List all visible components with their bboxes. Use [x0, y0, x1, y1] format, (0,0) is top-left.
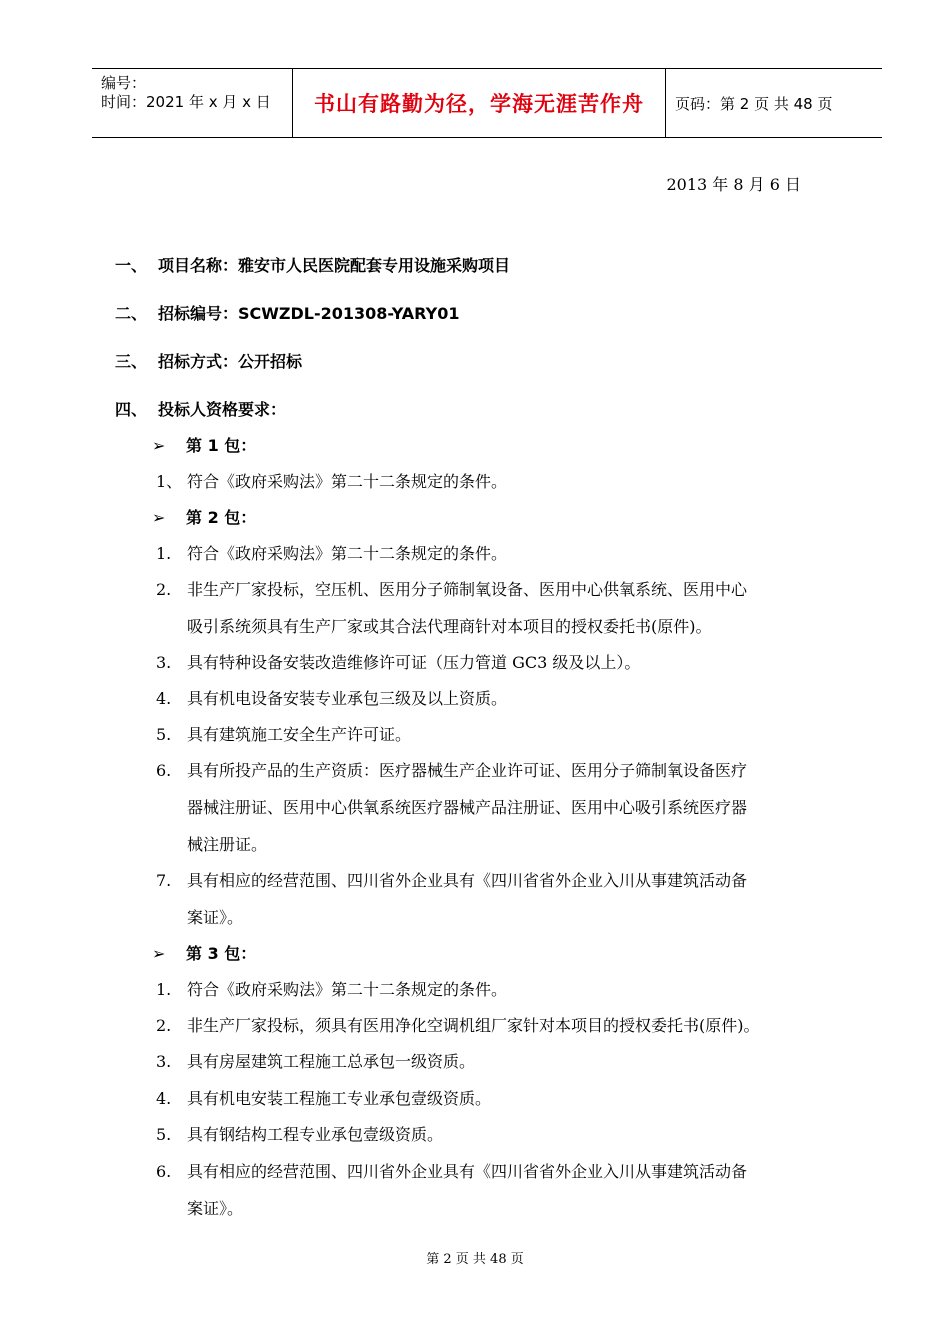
page-header [92, 68, 882, 138]
list-item [156, 1052, 475, 1072]
item-text: 具有钢结构工程专业承包壹级资质。 [187, 1125, 444, 1144]
page-info: 页码：第 2 页 共 48 页 [675, 94, 833, 113]
header-info-cell [92, 69, 293, 137]
list-item [156, 1125, 443, 1145]
section-heading [115, 304, 459, 324]
section-heading [115, 352, 302, 372]
section-number: 二、 [115, 304, 148, 323]
item-continuation: 器械注册证、医用中心供氧系统医疗器械产品注册证、医用中心吸引系统医疗器 [187, 798, 748, 817]
item-text: 符合《政府采购法》第二十二条规定的条件。 [187, 472, 508, 491]
item-number: 5. [156, 725, 172, 744]
item-text: 具有建筑施工安全生产许可证。 [187, 725, 412, 744]
item-text: 具有相应的经营范围、四川省外企业具有《四川省省外企业入川从事建筑活动备 [187, 871, 748, 890]
item-number: 3. [156, 653, 172, 672]
list-item [156, 761, 747, 781]
section-number: 四、 [115, 400, 148, 419]
list-item [156, 725, 411, 745]
list-item [156, 580, 747, 600]
arrow-bullet-icon: ➢ [152, 508, 166, 527]
item-text: 非生产厂家投标，须具有医用净化空调机组厂家针对本项目的授权委托书(原件)。 [187, 1016, 760, 1035]
item-continuation: 械注册证。 [187, 835, 268, 854]
item-continuation: 吸引系统须具有生产厂家或其合法代理商针对本项目的授权委托书(原件)。 [187, 617, 712, 636]
package-title: 第 2 包： [186, 508, 257, 527]
item-text: 符合《政府采购法》第二十二条规定的条件。 [187, 980, 508, 999]
section-text: 项目名称：雅安市人民医院配套专用设施采购项目 [158, 256, 511, 275]
item-number: 4. [156, 689, 172, 708]
item-continuation: 案证》。 [187, 908, 244, 927]
item-number: 7. [156, 871, 172, 890]
list-item [156, 472, 507, 492]
number-label: 编号： [101, 74, 147, 92]
section-heading [115, 256, 510, 276]
document-date: 2013 年 8 月 6 日 [666, 175, 801, 194]
item-text: 符合《政府采购法》第二十二条规定的条件。 [187, 544, 508, 563]
item-text: 具有机电设备安装专业承包三级及以上资质。 [187, 689, 508, 708]
time-label: 时间：2021 年 x 月 x 日 [101, 93, 271, 111]
section-number: 三、 [115, 352, 148, 371]
section-text: 招标编号：SCWZDL-201308-YARY01 [158, 304, 460, 323]
item-number: 2. [156, 1016, 172, 1035]
section-text: 招标方式：公开招标 [158, 352, 303, 371]
header-page-cell [666, 69, 882, 137]
package-title: 第 1 包： [186, 436, 257, 455]
header-motto-cell [293, 69, 666, 137]
item-text: 具有特种设备安装改造维修许可证（压力管道 GC3 级及以上）。 [187, 653, 641, 672]
package-heading [152, 944, 256, 964]
item-text: 具有相应的经营范围、四川省外企业具有《四川省省外企业入川从事建筑活动备 [187, 1162, 748, 1181]
item-number: 1. [156, 980, 172, 999]
list-item [156, 689, 507, 709]
list-item [156, 653, 640, 673]
item-number: 6. [156, 1162, 172, 1181]
item-number: 1. [156, 544, 172, 563]
section-text: 投标人资格要求： [158, 400, 287, 419]
item-text: 具有房屋建筑工程施工总承包一级资质。 [187, 1052, 476, 1071]
list-item [156, 980, 507, 1000]
list-item [156, 1089, 491, 1109]
section-heading [115, 400, 286, 420]
item-number: 1、 [156, 472, 183, 491]
list-item [156, 871, 747, 891]
item-continuation: 案证》。 [187, 1199, 244, 1218]
item-number: 3. [156, 1052, 172, 1071]
section-number: 一、 [115, 256, 148, 275]
list-item [156, 1016, 760, 1036]
arrow-bullet-icon: ➢ [152, 944, 166, 963]
package-heading [152, 436, 256, 456]
package-heading [152, 508, 256, 528]
item-text: 非生产厂家投标，空压机、医用分子筛制氧设备、医用中心供氧系统、医用中心 [187, 580, 748, 599]
motto-text: 书山有路勤为径，学海无涯苦作舟 [314, 92, 644, 116]
item-number: 2. [156, 580, 172, 599]
item-number: 6. [156, 761, 172, 780]
package-title: 第 3 包： [186, 944, 257, 963]
page-footer: 第 2 页 共 48 页 [426, 1252, 524, 1267]
list-item [156, 544, 507, 564]
arrow-bullet-icon: ➢ [152, 436, 166, 455]
list-item [156, 1162, 747, 1182]
item-number: 4. [156, 1089, 172, 1108]
item-text: 具有机电安装工程施工专业承包壹级资质。 [187, 1089, 492, 1108]
item-number: 5. [156, 1125, 172, 1144]
item-text: 具有所投产品的生产资质：医疗器械生产企业许可证、医用分子筛制氧设备医疗 [187, 761, 748, 780]
